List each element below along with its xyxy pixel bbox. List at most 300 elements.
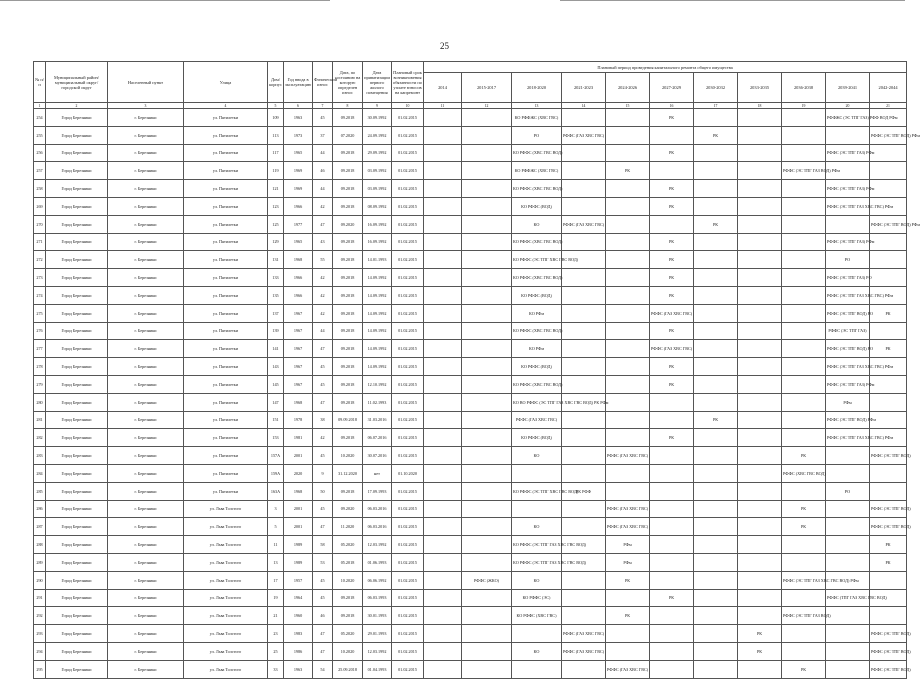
repair-work-cell: РК (606, 162, 650, 180)
date-wear-cell: 09.2020 (333, 500, 363, 518)
repair-work-cell (462, 607, 512, 625)
municipality-cell: Город Березники (46, 322, 108, 340)
repair-work-cell: РК (782, 660, 826, 678)
year-built-cell: 1973 (284, 126, 313, 144)
repair-work-cell: КО РФФС (ХВС ГВС ВОД) (512, 375, 562, 393)
street-cell: ул. Пятилетки (184, 215, 268, 233)
table-row (34, 429, 907, 447)
house-cell: 153 (268, 429, 284, 447)
repair-work-cell (562, 180, 606, 198)
date-obligation-cell: 01.02.2015 (392, 233, 424, 251)
repair-work-cell: КО (512, 642, 562, 660)
repair-work-cell: РО (826, 482, 870, 500)
street-cell: ул. Льва Толстого (184, 589, 268, 607)
street-cell: ул. Пятилетки (184, 447, 268, 465)
repair-work-cell (512, 500, 562, 518)
repair-work-cell (606, 322, 650, 340)
header-year-built: Год ввода в эксплуатацию (284, 62, 313, 103)
repair-work-cell (826, 500, 870, 518)
repair-work-cell: КО (512, 518, 562, 536)
repair-work-cell: РК (650, 429, 694, 447)
year-built-cell: 1967 (284, 340, 313, 358)
municipality-cell: Город Березники (46, 340, 108, 358)
repair-work-cell (424, 642, 462, 660)
header-period: 2033-2035 (738, 73, 782, 103)
settlement-cell: г. Березники (108, 144, 184, 162)
wear-cell: 45 (313, 109, 333, 127)
year-built-cell: 1968 (284, 393, 313, 411)
repair-work-cell (606, 642, 650, 660)
settlement-cell: г. Березники (108, 109, 184, 127)
repair-work-cell (782, 375, 826, 393)
year-built-cell: 1967 (284, 375, 313, 393)
date-privatization-cell: 29.09.1992 (363, 144, 392, 162)
date-obligation-cell: 01.02.2015 (392, 304, 424, 322)
house-cell: 19 (268, 589, 284, 607)
repair-work-cell (738, 126, 782, 144)
repair-work-cell (424, 411, 462, 429)
municipality-cell: Город Березники (46, 536, 108, 554)
municipality-cell: Город Березники (46, 375, 108, 393)
repair-work-cell (826, 553, 870, 571)
row-number: 274 (34, 286, 46, 304)
repair-work-cell: РФФС (ЭС ТПГ ВОД) РФм (826, 411, 870, 429)
repair-work-cell (606, 429, 650, 447)
wear-cell: 44 (313, 180, 333, 198)
house-cell: 119 (268, 162, 284, 180)
repair-work-cell (606, 126, 650, 144)
repair-work-cell (650, 553, 694, 571)
repair-work-cell (782, 197, 826, 215)
header-period-title: Плановый период проведения капитального ремонта общего имущества (424, 62, 907, 73)
repair-work-cell (738, 500, 782, 518)
repair-work-cell: РФм (606, 553, 650, 571)
date-wear-cell: 09.2018 (333, 197, 363, 215)
repair-work-cell (738, 286, 782, 304)
row-number: 291 (34, 589, 46, 607)
street-cell: ул. Пятилетки (184, 304, 268, 322)
date-privatization-cell: 06.03.1993 (363, 589, 392, 607)
municipality-cell: Город Березники (46, 571, 108, 589)
repair-work-cell: КО РФФС (ВОД) (512, 358, 562, 376)
column-index: 1 (34, 103, 46, 109)
repair-work-cell: РФФС (ЭС ТПГ ГАЗ ХВС ГВС ВОД) РФм (782, 571, 826, 589)
wear-cell: 42 (313, 286, 333, 304)
row-number: 294 (34, 642, 46, 660)
repair-work-cell: РК (870, 536, 907, 554)
header-date-obligation: Плановый срок возникновения обязанности по уплате взносов на капремонт (392, 62, 424, 103)
repair-work-cell (782, 536, 826, 554)
row-number: 290 (34, 571, 46, 589)
wear-cell: 47 (313, 393, 333, 411)
column-index: 7 (313, 103, 333, 109)
header-period: 2024-2026 (606, 73, 650, 103)
repair-work-cell (424, 464, 462, 482)
date-privatization-cell: 30.07.2016 (363, 447, 392, 465)
repair-work-cell (694, 393, 738, 411)
repair-work-cell (462, 518, 512, 536)
repair-work-cell: РК (694, 215, 738, 233)
date-wear-cell: 09.2018 (333, 358, 363, 376)
year-built-cell: 2001 (284, 500, 313, 518)
street-cell: ул. Пятилетки (184, 233, 268, 251)
repair-work-cell (826, 625, 870, 643)
repair-work-cell (606, 109, 650, 127)
repair-work-cell (694, 286, 738, 304)
date-obligation-cell: 01.02.2015 (392, 197, 424, 215)
repair-work-cell (462, 215, 512, 233)
repair-work-cell: РФФС (ЭС ТПГ ВОД) РО (826, 304, 870, 322)
repair-work-cell: РФФС (ЭС ТПГ ГАЗ ХВС ГВС) РФм (826, 429, 870, 447)
repair-work-cell (424, 144, 462, 162)
repair-work-cell (826, 447, 870, 465)
year-built-cell: 1981 (284, 429, 313, 447)
repair-work-cell (782, 269, 826, 287)
header-period: 2014 (424, 73, 462, 103)
repair-work-cell (424, 109, 462, 127)
repair-work-cell (462, 180, 512, 198)
repair-work-cell (694, 660, 738, 678)
municipality-cell: Город Березники (46, 625, 108, 643)
date-obligation-cell: 01.02.2015 (392, 429, 424, 447)
repair-work-cell (738, 571, 782, 589)
repair-work-cell (424, 482, 462, 500)
row-number: 276 (34, 322, 46, 340)
repair-work-cell (606, 625, 650, 643)
repair-work-cell (462, 233, 512, 251)
repair-work-cell (650, 625, 694, 643)
row-number: 283 (34, 447, 46, 465)
row-number: 279 (34, 375, 46, 393)
date-obligation-cell: 01.02.2015 (392, 144, 424, 162)
repair-work-cell: РФФС (ТПГ ГАЗ ХВС ГВС ВОД) (826, 589, 870, 607)
repair-work-cell: РФФС (ГАЗ ХВС ГВС) (606, 518, 650, 536)
repair-work-cell (424, 215, 462, 233)
date-obligation-cell: 01.02.2015 (392, 553, 424, 571)
street-cell: ул. Пятилетки (184, 286, 268, 304)
repair-work-cell (870, 162, 907, 180)
wear-cell: 9 (313, 464, 333, 482)
repair-work-cell (694, 536, 738, 554)
municipality-cell: Город Березники (46, 607, 108, 625)
date-privatization-cell: 14.09.1992 (363, 358, 392, 376)
row-number: 272 (34, 251, 46, 269)
house-cell: 3 (268, 500, 284, 518)
column-index: 16 (650, 103, 694, 109)
column-index: 6 (284, 103, 313, 109)
column-index: 5 (268, 103, 284, 109)
repair-work-cell (424, 340, 462, 358)
repair-work-cell (424, 322, 462, 340)
wear-cell: 58 (313, 536, 333, 554)
repair-work-cell: РФФС (ЭС ТПГ ГАЗ ХВС ГВС) РФм (826, 197, 870, 215)
repair-work-cell: РК (782, 518, 826, 536)
municipality-cell: Город Березники (46, 304, 108, 322)
repair-work-cell (738, 340, 782, 358)
repair-work-cell (782, 429, 826, 447)
municipality-cell: Город Березники (46, 162, 108, 180)
column-index: 20 (826, 103, 870, 109)
header-period: 2030-2032 (694, 73, 738, 103)
municipality-cell: Город Березники (46, 393, 108, 411)
year-built-cell: 1967 (284, 304, 313, 322)
date-privatization-cell: 16.09.1992 (363, 215, 392, 233)
date-wear-cell: 31.12.2020 (333, 464, 363, 482)
date-wear-cell: 05.2018 (333, 553, 363, 571)
row-number: 287 (34, 518, 46, 536)
repair-work-cell (562, 607, 606, 625)
house-cell: 21 (268, 607, 284, 625)
repair-work-cell: РФФС (ЭС ТПГ ВОД) (870, 642, 907, 660)
header-settlement: Населенный пункт (108, 62, 184, 103)
date-privatization-cell: 06.03.2016 (363, 500, 392, 518)
table-row (34, 411, 907, 429)
repair-work-cell: РК (870, 340, 907, 358)
year-built-cell: 1989 (284, 553, 313, 571)
date-wear-cell: 09.2018 (333, 233, 363, 251)
repair-work-cell (738, 429, 782, 447)
repair-work-cell (694, 553, 738, 571)
date-obligation-cell: 01.02.2015 (392, 340, 424, 358)
repair-work-cell (562, 589, 606, 607)
repair-work-cell (738, 536, 782, 554)
repair-work-cell (738, 269, 782, 287)
date-wear-cell: 25.09.2018 (333, 660, 363, 678)
repair-work-cell (694, 304, 738, 322)
date-wear-cell: 11.2020 (333, 518, 363, 536)
repair-work-cell: РФФС (ЭС ТПГ ГАЗ) РФм (826, 144, 870, 162)
table-row (34, 375, 907, 393)
page-number: 25 (440, 41, 449, 51)
repair-work-cell (424, 518, 462, 536)
repair-work-cell: РФФС (ЭС ТПГ ГАЗ) РФм (826, 180, 870, 198)
house-cell: 33 (268, 660, 284, 678)
house-cell: 5 (268, 518, 284, 536)
date-wear-cell: 09.2018 (333, 251, 363, 269)
settlement-cell: г. Березники (108, 607, 184, 625)
table-row (34, 162, 907, 180)
repair-work-cell (462, 126, 512, 144)
repair-work-cell: КО РФФС (ЭС ТПГ ХВС ГВС ВОД) (512, 251, 562, 269)
repair-work-cell (462, 109, 512, 127)
repair-work-cell (424, 286, 462, 304)
repair-work-cell (512, 625, 562, 643)
street-cell: ул. Льва Толстого (184, 607, 268, 625)
settlement-cell: г. Березники (108, 518, 184, 536)
row-number: 284 (34, 464, 46, 482)
row-number: 273 (34, 269, 46, 287)
repair-work-cell: РФФС (ЭС ТПГ ГАЗ) РФм (826, 233, 870, 251)
settlement-cell: г. Березники (108, 197, 184, 215)
year-built-cell: 1986 (284, 642, 313, 660)
date-privatization-cell: 11.02.1993 (363, 393, 392, 411)
repair-work-cell (782, 215, 826, 233)
repair-work-cell (650, 571, 694, 589)
table-body (34, 109, 920, 679)
settlement-cell: г. Березники (108, 126, 184, 144)
header-date-privatization: Дата приватизации первого жилого помещения (363, 62, 392, 103)
repair-work-cell (738, 162, 782, 180)
house-cell: 141 (268, 340, 284, 358)
year-built-cell: 1965 (284, 144, 313, 162)
settlement-cell: г. Березники (108, 482, 184, 500)
repair-work-cell (782, 411, 826, 429)
table-row (34, 144, 907, 162)
repair-work-cell (826, 660, 870, 678)
municipality-cell: Город Березники (46, 144, 108, 162)
date-wear-cell: 09.2018 (333, 375, 363, 393)
house-cell: 133 (268, 269, 284, 287)
column-index: 3 (108, 103, 184, 109)
repair-work-cell: КО РФм (512, 304, 562, 322)
repair-work-cell (562, 304, 606, 322)
repair-work-cell: РФФС (ЭС ТПГ ГАЗ) РО (826, 269, 870, 287)
street-cell: ул. Льва Толстого (184, 553, 268, 571)
row-number: 288 (34, 536, 46, 554)
settlement-cell: г. Березники (108, 215, 184, 233)
year-built-cell: 1968 (284, 482, 313, 500)
repair-work-cell (870, 571, 907, 589)
date-obligation-cell: 01.02.2015 (392, 393, 424, 411)
year-built-cell: 2020 (284, 464, 313, 482)
table-row (34, 536, 907, 554)
table-row (34, 482, 907, 500)
repair-work-cell (606, 180, 650, 198)
wear-cell: 38 (313, 411, 333, 429)
capital-repair-table (33, 61, 920, 679)
street-cell: ул. Льва Толстого (184, 518, 268, 536)
date-wear-cell: 09.2018 (333, 393, 363, 411)
street-cell: ул. Пятилетки (184, 358, 268, 376)
repair-work-cell (650, 464, 694, 482)
repair-work-cell (826, 126, 870, 144)
repair-work-cell (782, 393, 826, 411)
column-index: 17 (694, 103, 738, 109)
date-obligation-cell: 01.02.2015 (392, 215, 424, 233)
repair-work-cell (694, 180, 738, 198)
repair-work-cell (424, 233, 462, 251)
settlement-cell: г. Березники (108, 589, 184, 607)
year-built-cell: 1960 (284, 607, 313, 625)
year-built-cell: 1967 (284, 322, 313, 340)
header-date-wear: Дата, по состоянию на которую определен износ (333, 62, 363, 103)
municipality-cell: Город Березники (46, 233, 108, 251)
repair-work-cell: РФФС (ЭС ТПГ ВОД) РФм (870, 215, 907, 233)
repair-work-cell: КО РФФС (ВОД) (512, 286, 562, 304)
wear-cell: 44 (313, 322, 333, 340)
repair-work-cell (694, 642, 738, 660)
repair-work-cell (738, 233, 782, 251)
repair-work-cell: РК (738, 642, 782, 660)
municipality-cell: Город Березники (46, 126, 108, 144)
repair-work-cell: РК (650, 251, 694, 269)
date-privatization-cell: 14.01.1993 (363, 251, 392, 269)
repair-work-cell (738, 251, 782, 269)
repair-work-cell (562, 162, 606, 180)
wear-cell: 46 (313, 162, 333, 180)
repair-work-cell (694, 322, 738, 340)
repair-work-cell (826, 215, 870, 233)
wear-cell: 47 (313, 642, 333, 660)
repair-work-cell (782, 340, 826, 358)
repair-work-cell (694, 375, 738, 393)
repair-work-cell (694, 340, 738, 358)
repair-work-cell (462, 482, 512, 500)
date-wear-cell: 09.2018 (333, 429, 363, 447)
repair-work-cell (826, 642, 870, 660)
repair-work-cell: РК (650, 269, 694, 287)
year-built-cell: 1978 (284, 411, 313, 429)
table-row (34, 109, 907, 127)
year-built-cell: 1957 (284, 571, 313, 589)
repair-work-cell: РК (606, 571, 650, 589)
street-cell: ул. Пятилетки (184, 197, 268, 215)
repair-work-cell (562, 660, 606, 678)
header-municipality: Муниципальный район/ муниципальный округ/ городской округ (46, 62, 108, 103)
municipality-cell: Город Березники (46, 358, 108, 376)
repair-work-cell: РК (650, 322, 694, 340)
repair-work-cell (738, 304, 782, 322)
repair-work-cell (826, 464, 870, 482)
repair-work-cell: РК (782, 500, 826, 518)
repair-work-cell (606, 589, 650, 607)
year-built-cell: 1989 (284, 536, 313, 554)
municipality-cell: Город Березники (46, 269, 108, 287)
repair-work-cell (606, 393, 650, 411)
repair-work-cell (782, 322, 826, 340)
municipality-cell: Город Березники (46, 500, 108, 518)
repair-work-cell: РФФС (ЭС ТПГ ВОД) РФм (870, 126, 907, 144)
settlement-cell: г. Березники (108, 411, 184, 429)
repair-work-cell (694, 162, 738, 180)
settlement-cell: г. Березники (108, 536, 184, 554)
repair-work-cell (606, 251, 650, 269)
repair-work-cell (424, 180, 462, 198)
date-privatization-cell: 06.06.1992 (363, 571, 392, 589)
repair-work-cell (694, 625, 738, 643)
repair-work-cell (738, 482, 782, 500)
row-number: 275 (34, 304, 46, 322)
year-built-cell: 1969 (284, 180, 313, 198)
municipality-cell: Город Березники (46, 251, 108, 269)
repair-work-cell (424, 304, 462, 322)
table-row (34, 589, 907, 607)
repair-work-cell (424, 393, 462, 411)
table-row (34, 340, 907, 358)
repair-work-cell (606, 358, 650, 376)
repair-work-cell (562, 411, 606, 429)
street-cell: ул. Пятилетки (184, 126, 268, 144)
repair-work-cell (782, 109, 826, 127)
repair-work-cell: РФФС (ЭС ТПГ ГАЗ ВОД) (782, 607, 826, 625)
repair-work-cell (424, 251, 462, 269)
repair-work-cell (424, 269, 462, 287)
year-built-cell: 1969 (284, 162, 313, 180)
municipality-cell: Город Березники (46, 429, 108, 447)
street-cell: ул. Льва Толстого (184, 642, 268, 660)
street-cell: ул. Льва Толстого (184, 660, 268, 678)
house-cell: 131 (268, 251, 284, 269)
repair-work-cell: РФФС (ЭС ТПГ ГАЗ) (826, 322, 870, 340)
repair-work-cell (462, 429, 512, 447)
repair-work-cell (650, 162, 694, 180)
date-privatization-cell: 14.09.1992 (363, 340, 392, 358)
repair-work-cell (694, 607, 738, 625)
repair-work-cell (562, 429, 606, 447)
repair-work-cell: РФФС (ГАЗ ХВС ГВС) (562, 625, 606, 643)
municipality-cell: Город Березники (46, 180, 108, 198)
repair-work-cell (738, 322, 782, 340)
